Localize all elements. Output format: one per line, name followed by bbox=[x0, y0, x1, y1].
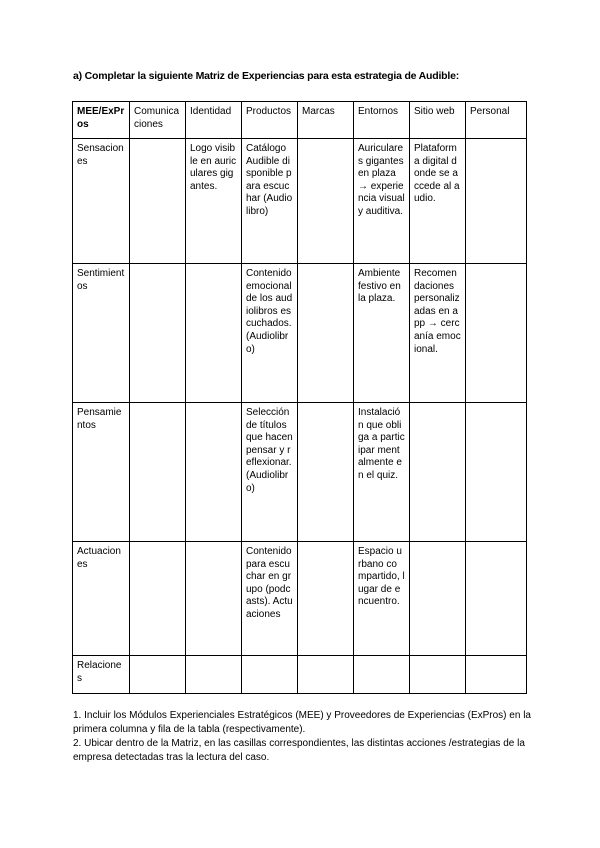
matrix-cell: Auriculares gigantes en plaza → experiencia visual y auditiva. bbox=[354, 139, 410, 264]
matrix-cell bbox=[130, 656, 186, 694]
table-row bbox=[73, 139, 527, 264]
column-header: Identidad bbox=[186, 102, 242, 139]
column-header: Entornos bbox=[354, 102, 410, 139]
matrix-cell bbox=[242, 656, 298, 694]
experience-matrix-table bbox=[72, 101, 527, 694]
table-row bbox=[73, 403, 527, 542]
matrix-cell bbox=[130, 264, 186, 403]
matrix-cell bbox=[186, 542, 242, 656]
column-header: Productos bbox=[242, 102, 298, 139]
table-row bbox=[73, 542, 527, 656]
matrix-cell: Selección de títulos que hacen pensar y reflexionar. (Audiolibro) bbox=[242, 403, 298, 542]
matrix-cell bbox=[186, 264, 242, 403]
matrix-cell bbox=[298, 403, 354, 542]
matrix-cell bbox=[130, 403, 186, 542]
column-header: Comunicaciones bbox=[130, 102, 186, 139]
matrix-cell: Contenido para escuchar en grupo (podcasts). Actuaciones bbox=[242, 542, 298, 656]
column-header: Marcas bbox=[298, 102, 354, 139]
matrix-cell bbox=[410, 656, 466, 694]
matrix-cell: Espacio urbano compartido, lugar de encuentro. bbox=[354, 542, 410, 656]
instructions-notes bbox=[73, 709, 543, 765]
matrix-header-row bbox=[73, 102, 527, 139]
note-1: 1. Incluir los Módulos Experienciales Estratégicos (MEE) y Proveedores de Experiencias (ExPros) en la primera columna y fila de la tabla (respectivamente). bbox=[73, 710, 531, 735]
row-header: Relaciones bbox=[73, 656, 130, 694]
row-header: Actuaciones bbox=[73, 542, 130, 656]
matrix-cell bbox=[466, 403, 527, 542]
matrix-cell: Contenido emocional de los audiolibros escuchados. (Audiolibro) bbox=[242, 264, 298, 403]
row-header: Sentimientos bbox=[73, 264, 130, 403]
column-header: Personal bbox=[466, 102, 527, 139]
row-header: Pensamientos bbox=[73, 403, 130, 542]
matrix-cell: Recomendaciones personalizadas en app → cercanía emocional. bbox=[410, 264, 466, 403]
matrix-cell bbox=[298, 542, 354, 656]
matrix-cell bbox=[410, 542, 466, 656]
matrix-cell bbox=[298, 264, 354, 403]
matrix-cell: Ambiente festivo en la plaza. bbox=[354, 264, 410, 403]
row-header: Sensaciones bbox=[73, 139, 130, 264]
table-row bbox=[73, 656, 527, 694]
matrix-cell bbox=[466, 139, 527, 264]
matrix-cell: Logo visible en auriculares gigantes. bbox=[186, 139, 242, 264]
matrix-cell: Plataforma digital donde se accede al audio. bbox=[410, 139, 466, 264]
matrix-cell bbox=[130, 139, 186, 264]
matrix-cell: Instalación que obliga a participar mentalmente en el quiz. bbox=[354, 403, 410, 542]
matrix-cell bbox=[466, 264, 527, 403]
table-row bbox=[73, 264, 527, 403]
matrix-cell bbox=[186, 403, 242, 542]
column-header: Sitio web bbox=[410, 102, 466, 139]
matrix-cell bbox=[298, 139, 354, 264]
matrix-cell bbox=[298, 656, 354, 694]
matrix-cell bbox=[466, 656, 527, 694]
matrix-cell bbox=[186, 656, 242, 694]
matrix-cell: Catálogo Audible disponible para escuchar (Audiolibro) bbox=[242, 139, 298, 264]
matrix-cell bbox=[410, 403, 466, 542]
matrix-cell bbox=[466, 542, 527, 656]
matrix-cell bbox=[354, 656, 410, 694]
matrix-cell bbox=[130, 542, 186, 656]
matrix-corner-cell: MEE/ExPros bbox=[73, 102, 130, 139]
page-title: a) Completar la siguiente Matriz de Experiencias para esta estrategia de Audible: bbox=[73, 70, 460, 82]
note-2: 2. Ubicar dentro de la Matriz, en las casillas correspondientes, las distintas acciones /estrategias de la empresa detectadas tras la lectura del caso. bbox=[73, 738, 525, 763]
